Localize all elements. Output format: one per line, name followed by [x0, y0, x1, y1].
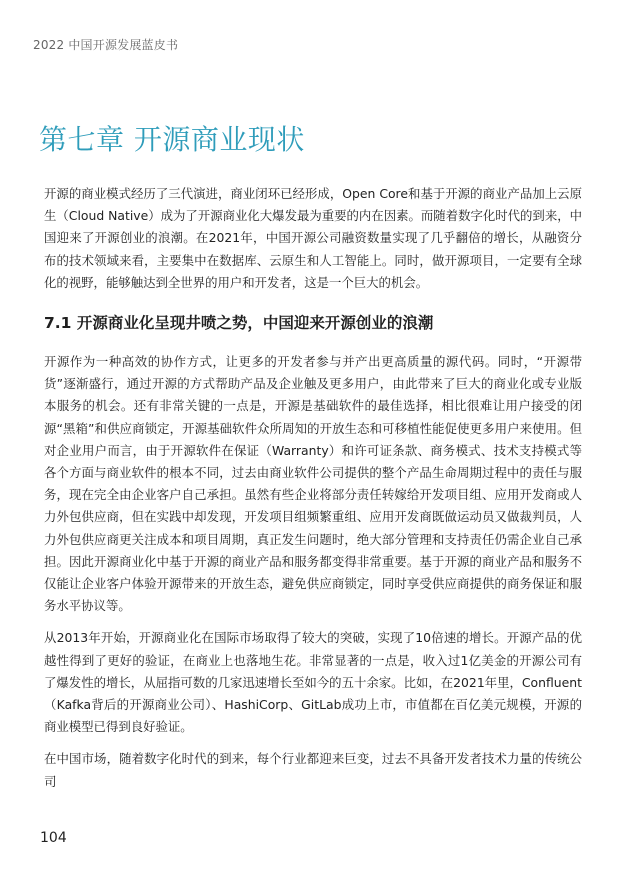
page-number: 104: [40, 830, 67, 846]
page-content: [44, 183, 582, 803]
body-paragraph: 开源作为一种高效的协作方式，让更多的开发者参与并产出更高质量的源代码。同时，“开源带货”逐渐盛行，通过开源的方式帮助产品及企业触及更多用户，由此带来了巨大的商业化或专业版本服务的机会。还有非常关键的一点是，开源是基础软件的最佳选择，相比很难让用户接受的闭源“黑箱”和供应商锁定，开源基础软件众所周知的开放生态和可移植性能促使更多用户来使用。但对企业用户而言，由于开源软件在保证（Warranty）和许可证条款、商务模式、技术支持模式等各个方面与商业软件的根本不同，过去由商业软件公司提供的整个产品生命周期过程中的责任与服务，现在完全由企业客户自己承担。虽然有些企业将部分责任转嫁给开发项目组、应用开发商或人力外包供应商，但在实践中却发现，开发项目组频繁重组、应用开发商既做运动员又做裁判员，人力外包供应商更关注成本和项目周期，真正发生问题时，绝大部分管理和支持责任仍需企业自己承担。因此开源商业化中基于开源的商业产品和服务都变得非常重要。基于开源的商业产品和服务不仅能让企业客户体验开源带来的开放生态，避免供应商锁定，同时享受供应商提供的商务保证和服务水平协议等。: [44, 354, 582, 614]
section-heading: 7.1 开源商业化呈现井喷之势，中国迎来开源创业的浪潮: [44, 314, 434, 333]
body-paragraph: 从2013年开始，开源商业化在国际市场取得了较大的突破，实现了10倍速的增长。开源产品的优越性得到了更好的验证，在商业上也落地生花。非常显著的一点是，收入过1亿美金的开源公司有了爆发性的增长，从屈指可数的几家迅速增长至如今的五十余家。比如，在2021年里，Confluent（Kafka背后的开源商业公司）、HashiCorp、GitLab成功上市，市值都在百亿美元规模，开源的商业模型已得到良好验证。: [44, 630, 582, 735]
chapter-title: 第七章 开源商业现状: [39, 123, 305, 156]
running-header: 2022 中国开源发展蓝皮书: [33, 38, 179, 52]
body-paragraph: 在中国市场，随着数字化时代的到来，每个行业都迎来巨变，过去不具备开发者技术力量的传统公司: [44, 751, 582, 789]
intro-paragraph: 开源的商业模式经历了三代演进，商业闭环已经形成，Open Core和基于开源的商业产品加上云原生（Cloud Native）成为了开源商业化大爆发最为重要的内在因素。而随着数字化时代的到来，中国迎来了开源创业的浪潮。在2021年，中国开源公司融资数量实现了几乎翻倍的增长，从融资分布的技术领域来看，主要集中在数据库、云原生和人工智能上。同时，做开源项目，一定要有全球化的视野，能够触达到全世界的用户和开发者，这是一个巨大的机会。: [44, 186, 582, 290]
